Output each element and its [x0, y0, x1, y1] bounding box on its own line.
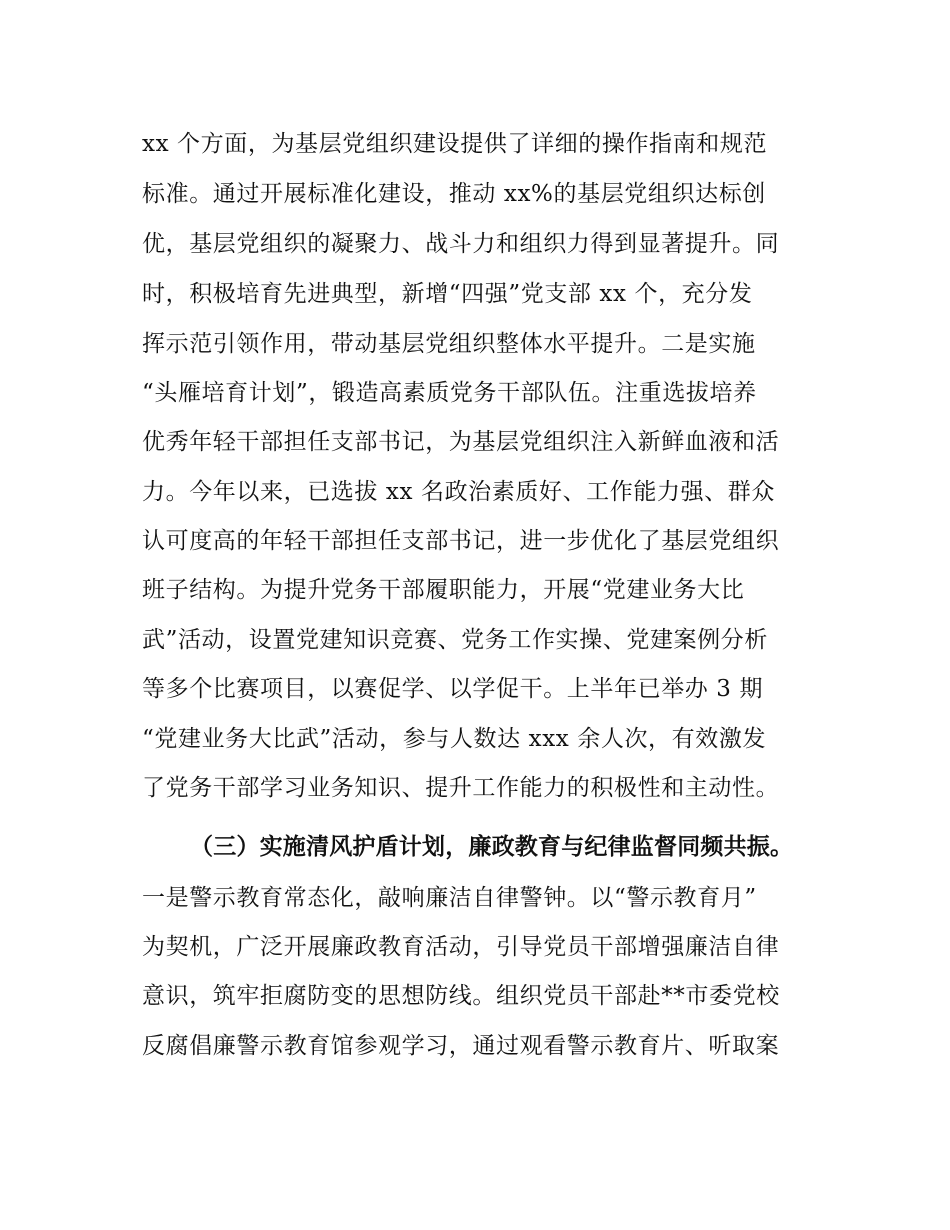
body-line-3: 优，基层党组织的凝聚力、战斗力和组织力得到显著提升。同 — [142, 231, 780, 257]
body-line-2: 标准。通过开展标准化建设，推动 xx%的基层党组织达标创 — [142, 181, 766, 207]
body-line-13: “党建业务大比武”活动，参与人数达 xxx 余人次，有效激发 — [142, 726, 767, 752]
body-line-11: 武”活动，设置党建知识竞赛、党务工作实操、党建案例分析 — [142, 627, 768, 653]
section-line-2: 为契机，广泛开展廉政教育活动，引导党员干部增强廉洁自律 — [142, 934, 780, 960]
body-line-14: 了党务干部学习业务知识、提升工作能力的积极性和主动性。 — [142, 775, 780, 801]
body-line-12: 等多个比赛项目，以赛促学、以学促干。上半年已举办 3 期 — [142, 676, 764, 702]
section-heading: （三）实施清风护盾计划，廉政教育与纪律监督同频共振。 — [190, 834, 794, 860]
section-line-3: 意识，筑牢拒腐防变的思想防线。组织党员干部赴**市委党校 — [142, 983, 780, 1009]
body-line-5: 挥示范引领作用，带动基层党组织整体水平提升。二是实施 — [142, 331, 756, 357]
body-line-7: 优秀年轻干部担任支部书记，为基层党组织注入新鲜血液和活 — [142, 429, 780, 455]
body-line-9: 认可度高的年轻干部担任支部书记，进一步优化了基层党组织 — [142, 528, 780, 554]
body-line-8: 力。今年以来，已选拔 xx 名政治素质好、工作能力强、群众 — [142, 479, 775, 505]
body-line-10: 班子结构。为提升党务干部履职能力，开展“党建业务大比 — [142, 577, 745, 603]
body-line-1: xx 个方面，为基层党组织建设提供了详细的操作指南和规范 — [142, 131, 768, 157]
section-line-1: 一是警示教育常态化，敲响廉洁自律警钟。以“警示教育月” — [142, 885, 757, 911]
section-line-4: 反腐倡廉警示教育馆参观学习，通过观看警示教育片、听取案 — [142, 1033, 780, 1059]
body-line-4: 时，积极培育先进典型，新增“四强”党支部 xx 个，充分发 — [142, 281, 753, 307]
body-line-6: “头雁培育计划”，锻造高素质党务干部队伍。注重选拔培养 — [142, 380, 757, 406]
